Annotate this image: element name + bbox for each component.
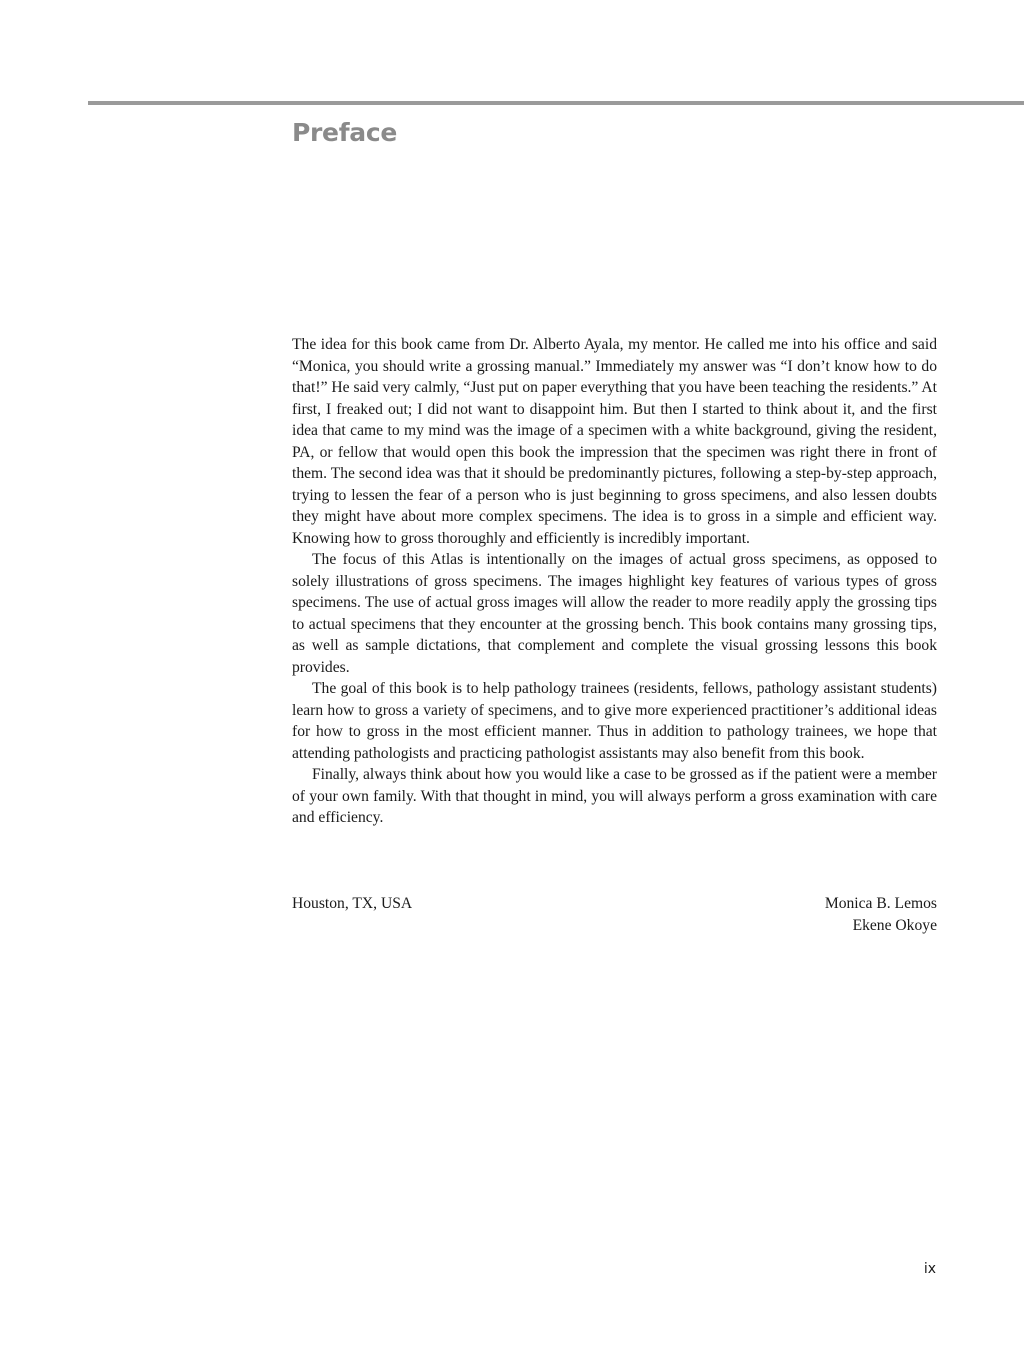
signature-location: Houston, TX, USA [292,895,413,912]
page-title: Preface [292,118,398,147]
preface-body [292,334,937,829]
page-number: ix [923,1261,936,1277]
author-name: Ekene Okoye [852,916,937,934]
paragraph-1: The idea for this book came from Dr. Alberto Ayala, my mentor. He called me into his office and said “Monica, you should write a grossing manual.” Immediately my answer was “I don’t know how to do that!” He said very calmly, “Just put on paper everything that you have been teaching the residents.” At first, I freaked out; I did not want to disappoint him. But then I started to think about it, and the first idea that came to my mind was the image of a specimen with a white background, giving the resident, PA, or fellow that would open this book the impression that the specimen was right there in front of them. The second idea was that it should be predominantly pictures, following a step-by-step approach, trying to lessen the fear of a person who is just beginning to gross specimens, and also lessen doubts they might have about more complex specimens. The idea is to gross in a simple and efficient way. Knowing how to gross thoroughly and efficiently is incredibly important. [292,336,937,547]
author-name: Monica B. Lemos [824,895,937,912]
paragraph-3: The goal of this book is to help pathology trainees (residents, fellows, pathology assistant students) learn how to gross a variety of specimens, and to give more experienced practitioner’s additional ideas for how to gross in the most efficient manner. Thus in addition to pathology trainees, we hope that attending pathologists and practicing pathologist assistants may also benefit from this book. [292,680,937,762]
header-rule [88,101,1024,105]
paragraph-4: Finally, always think about how you would like a case to be grossed as if the patient were a member of your own family. With that thought in mind, you will always perform a gross examination with care and efficiency. [292,766,937,826]
paragraph-2: The focus of this Atlas is intentionally on the images of actual gross specimens, as opposed to solely illustrations of gross specimens. The images highlight key features of various types of gross specimens. The use of actual gross images will allow the reader to more readily apply the grossing tips to actual specimens that they encounter at the grossing bench. This book contains many grossing tips, as well as sample dictations, that complement and complete the visual grossing lessons this book provides. [292,551,937,676]
signature-authors [825,893,937,936]
